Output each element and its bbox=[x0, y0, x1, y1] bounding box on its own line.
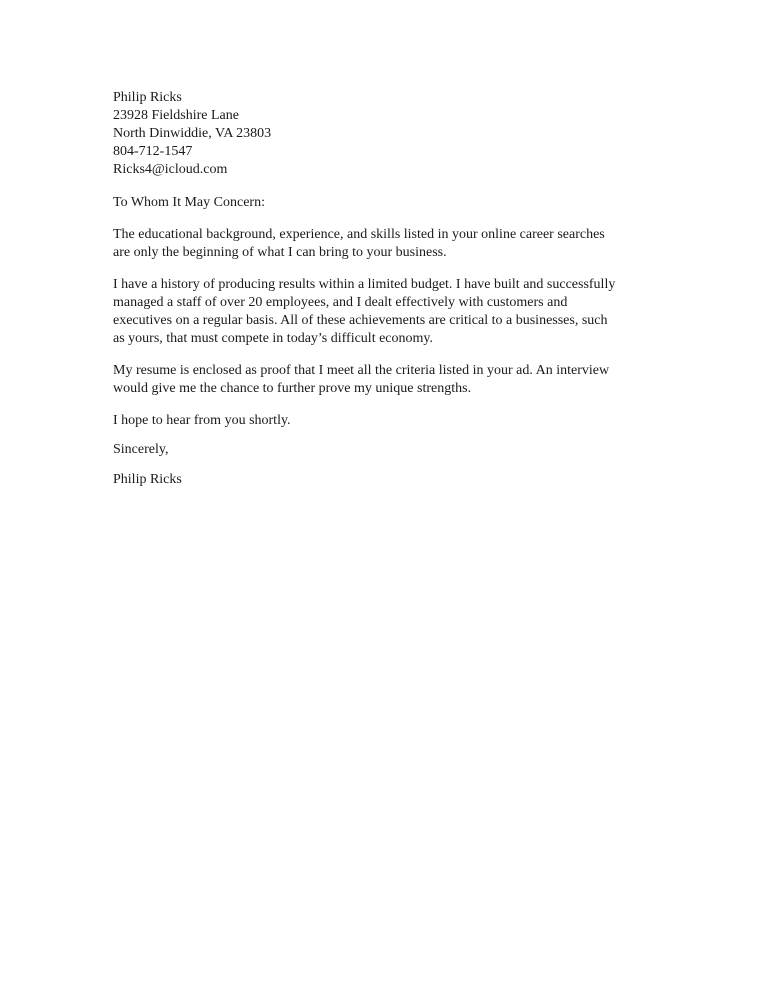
signature-name: Philip Ricks bbox=[113, 472, 182, 487]
paragraph-line: executives on a regular basis. All of these achievements are critical to a businesses, such bbox=[113, 313, 608, 328]
sender-city-state-zip: North Dinwiddie, VA 23803 bbox=[113, 126, 272, 141]
body-paragraph-1 bbox=[113, 226, 658, 262]
body-paragraph-3 bbox=[113, 362, 658, 398]
sender-street: 23928 Fieldshire Lane bbox=[113, 108, 239, 123]
paragraph-line: would give me the chance to further prove my unique strengths. bbox=[113, 381, 472, 396]
paragraph-line: as yours, that must compete in today’s difficult economy. bbox=[113, 331, 433, 346]
paragraph-line: are only the beginning of what I can bring to your business. bbox=[113, 245, 447, 260]
sender-email: Ricks4@icloud.com bbox=[113, 162, 228, 177]
paragraph-line: managed a staff of over 20 employees, and I dealt effectively with customers and bbox=[113, 295, 568, 310]
sign-off: Sincerely, bbox=[113, 442, 169, 457]
salutation: To Whom It May Concern: bbox=[113, 195, 265, 210]
sender-phone: 804-712-1547 bbox=[113, 144, 193, 159]
paragraph-line: The educational background, experience, and skills listed in your online career searches bbox=[113, 227, 605, 242]
body-paragraph-2 bbox=[113, 276, 658, 348]
paragraph-line: I have a history of producing results within a limited budget. I have built and successfully bbox=[113, 277, 616, 292]
paragraph-line: My resume is enclosed as proof that I meet all the criteria listed in your ad. An interview bbox=[113, 363, 610, 378]
sender-name: Philip Ricks bbox=[113, 90, 182, 105]
cover-letter bbox=[113, 89, 658, 489]
sender-address-block bbox=[113, 89, 658, 179]
closing-line: I hope to hear from you shortly. bbox=[113, 413, 291, 428]
